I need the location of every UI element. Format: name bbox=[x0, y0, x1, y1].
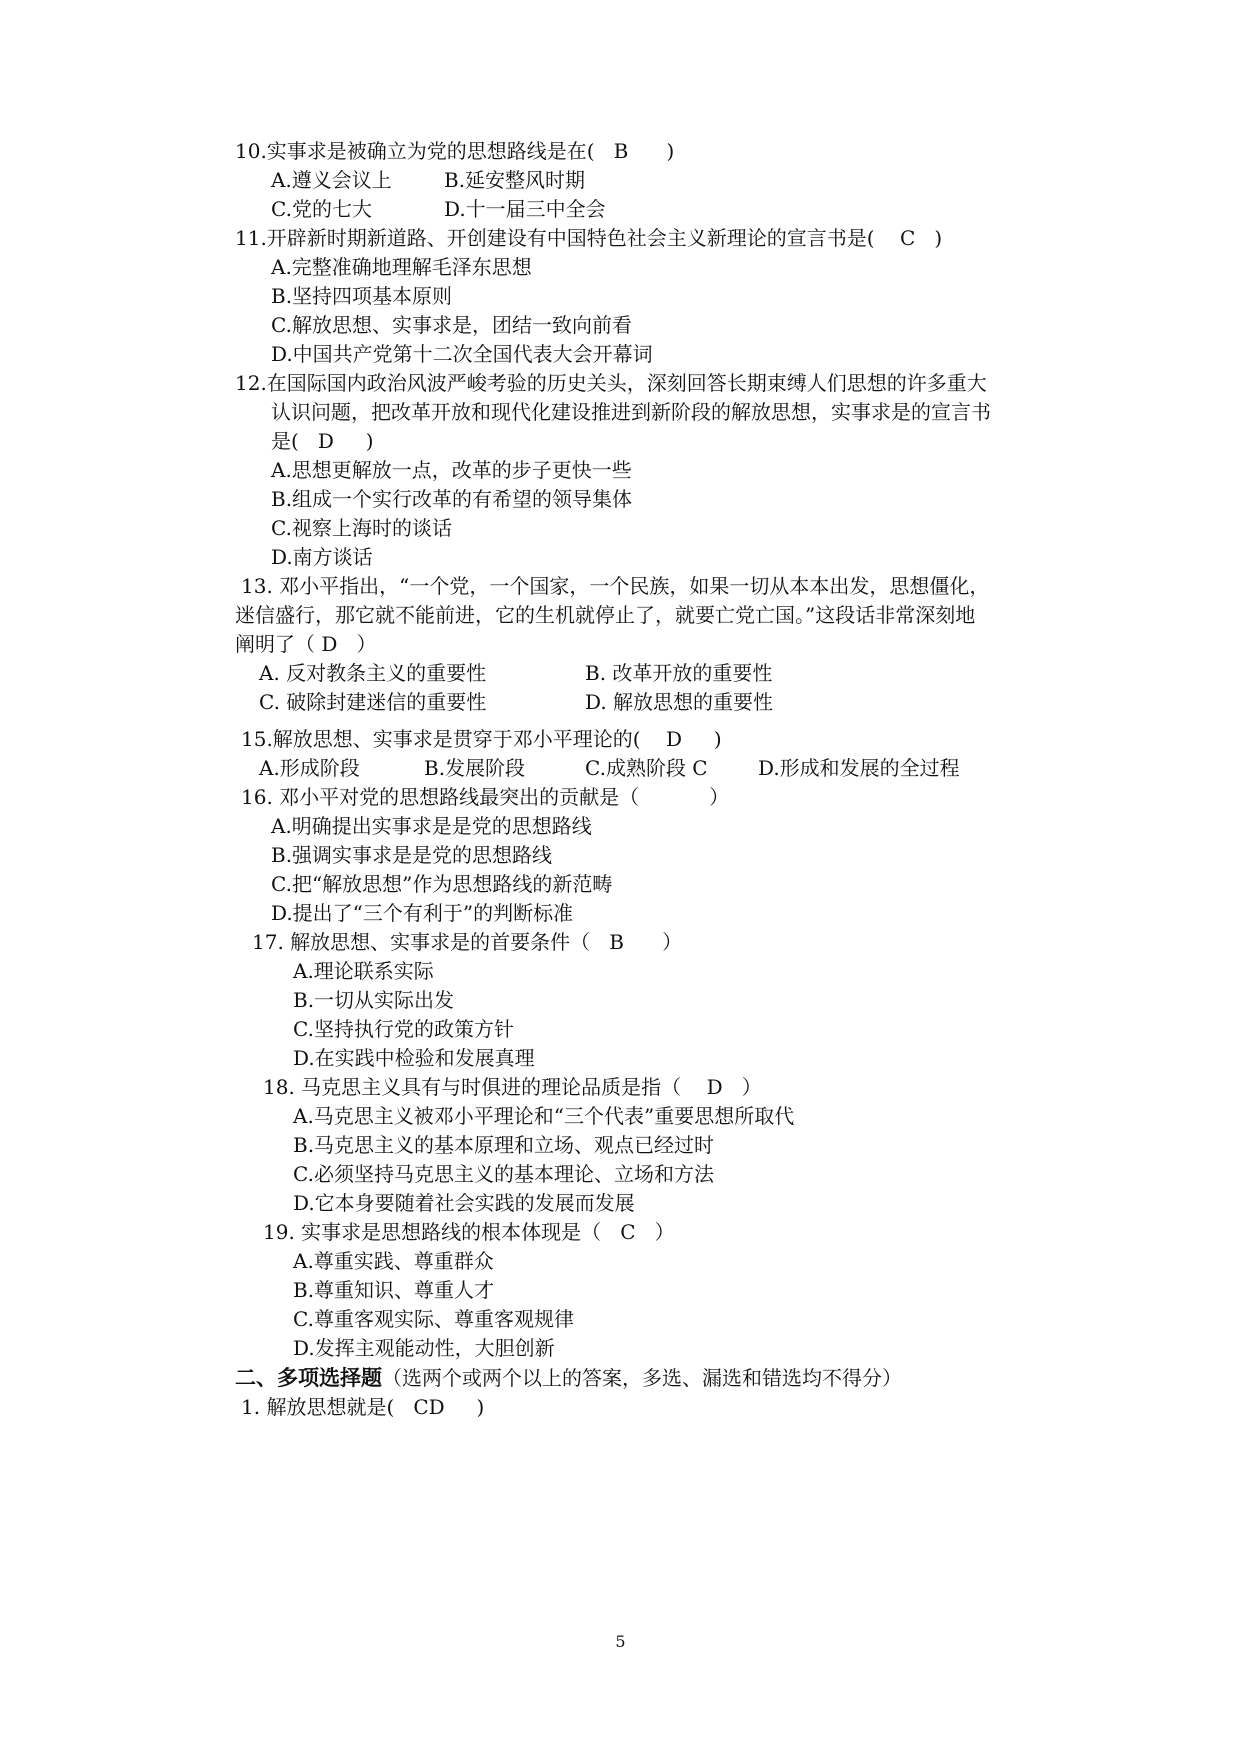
q15-option-a: A.形成阶段 bbox=[259, 756, 360, 780]
q11-option-d: D.中国共产党第十二次全国代表大会开幕词 bbox=[271, 342, 653, 366]
q19-option-c: C.尊重客观实际、尊重客观规律 bbox=[293, 1307, 574, 1331]
q10-option-d: D.十一届三中全会 bbox=[444, 197, 606, 221]
q13-option-d: D. 解放思想的重要性 bbox=[585, 690, 774, 714]
q15-stem: 15.解放思想、实事求是贯穿于邓小平理论的( D ) bbox=[241, 727, 722, 751]
q16-stem: 16. 邓小平对党的思想路线最突出的贡献是（ ） bbox=[241, 785, 730, 809]
q11-option-c: C.解放思想、实事求是，团结一致向前看 bbox=[271, 313, 632, 337]
q19-option-b: B.尊重知识、尊重人才 bbox=[293, 1278, 495, 1302]
q16-option-a: A.明确提出实事求是是党的思想路线 bbox=[271, 814, 592, 838]
q13-stem-line1: 13. 邓小平指出，“一个党，一个国家，一个民族，如果一切从本本出发，思想僵化， bbox=[241, 574, 990, 598]
q11-stem: 11.开辟新时期新道路、开创建设有中国特色社会主义新理论的宣言书是( C ) bbox=[235, 226, 943, 250]
q13-option-a: A. 反对教条主义的重要性 bbox=[259, 661, 487, 685]
q18-option-d: D.它本身要随着社会实践的发展而发展 bbox=[293, 1191, 635, 1215]
q16-option-d: D.提出了“三个有利于”的判断标准 bbox=[271, 901, 574, 925]
page-number: 5 bbox=[615, 1632, 626, 1651]
q10-stem: 10.实事求是被确立为党的思想路线是在( B ) bbox=[235, 139, 675, 163]
section-title: 二、多项选择题 bbox=[235, 1366, 382, 1390]
q17-stem: 17. 解放思想、实事求是的首要条件（ B ） bbox=[252, 930, 683, 954]
q15-option-c: C.成熟阶段 C bbox=[585, 756, 708, 780]
q13-stem-line2: 迷信盛行，那它就不能前进，它的生机就停止了，就要亡党亡国。”这段话非常深刻地 bbox=[235, 603, 976, 627]
q12-option-c: C.视察上海时的谈话 bbox=[271, 516, 452, 540]
q11-option-b: B.坚持四项基本原则 bbox=[271, 284, 453, 308]
q19-option-a: A.尊重实践、尊重群众 bbox=[293, 1249, 494, 1273]
q12-stem-line1: 12.在国际国内政治风波严峻考验的历史关头，深刻回答长期束缚人们思想的许多重大 bbox=[235, 371, 987, 395]
q10-option-b: B.延安整风时期 bbox=[444, 168, 586, 192]
q10-option-a: A.遵义会议上 bbox=[271, 168, 392, 192]
q13-option-c: C. 破除封建迷信的重要性 bbox=[259, 690, 487, 714]
q13-stem-line3: 阐明了（ D ） bbox=[235, 632, 377, 656]
q12-stem-line2: 认识问题，把改革开放和现代化建设推进到新阶段的解放思想，实事求是的宣言书 bbox=[271, 400, 991, 424]
q13-option-b: B. 改革开放的重要性 bbox=[585, 661, 773, 685]
q19-stem: 19. 实事求是思想路线的根本体现是（ C ） bbox=[263, 1220, 675, 1244]
q17-option-a: A.理论联系实际 bbox=[293, 959, 434, 983]
q11-option-a: A.完整准确地理解毛泽东思想 bbox=[271, 255, 532, 279]
q12-option-d: D.南方谈话 bbox=[271, 545, 373, 569]
q16-option-b: B.强调实事求是是党的思想路线 bbox=[271, 843, 553, 867]
section-instructions: （选两个或两个以上的答案，多选、漏选和错选均不得分） bbox=[382, 1366, 902, 1390]
q18-option-a: A.马克思主义被邓小平理论和“三个代表”重要思想所取代 bbox=[293, 1104, 795, 1128]
q16-option-c: C.把“解放思想”作为思想路线的新范畴 bbox=[271, 872, 613, 896]
q17-option-c: C.坚持执行党的政策方针 bbox=[293, 1017, 514, 1041]
m1-stem: 1. 解放思想就是( CD ) bbox=[241, 1395, 485, 1419]
q10-option-c: C.党的七大 bbox=[271, 197, 372, 221]
q17-option-b: B.一切从实际出发 bbox=[293, 988, 455, 1012]
q19-option-d: D.发挥主观能动性，大胆创新 bbox=[293, 1336, 555, 1360]
q15-option-b: B.发展阶段 bbox=[424, 756, 526, 780]
q18-option-c: C.必须坚持马克思主义的基本理论、立场和方法 bbox=[293, 1162, 714, 1186]
q18-option-b: B.马克思主义的基本原理和立场、观点已经过时 bbox=[293, 1133, 715, 1157]
q12-option-b: B.组成一个实行改革的有希望的领导集体 bbox=[271, 487, 633, 511]
section-heading bbox=[235, 1364, 902, 1392]
q12-stem-line3: 是( D ) bbox=[271, 429, 374, 453]
q12-option-a: A.思想更解放一点，改革的步子更快一些 bbox=[271, 458, 632, 482]
q17-option-d: D.在实践中检验和发展真理 bbox=[293, 1046, 535, 1070]
q18-stem: 18. 马克思主义具有与时俱进的理论品质是指（ D ） bbox=[263, 1075, 762, 1099]
q15-option-d: D.形成和发展的全过程 bbox=[758, 756, 960, 780]
